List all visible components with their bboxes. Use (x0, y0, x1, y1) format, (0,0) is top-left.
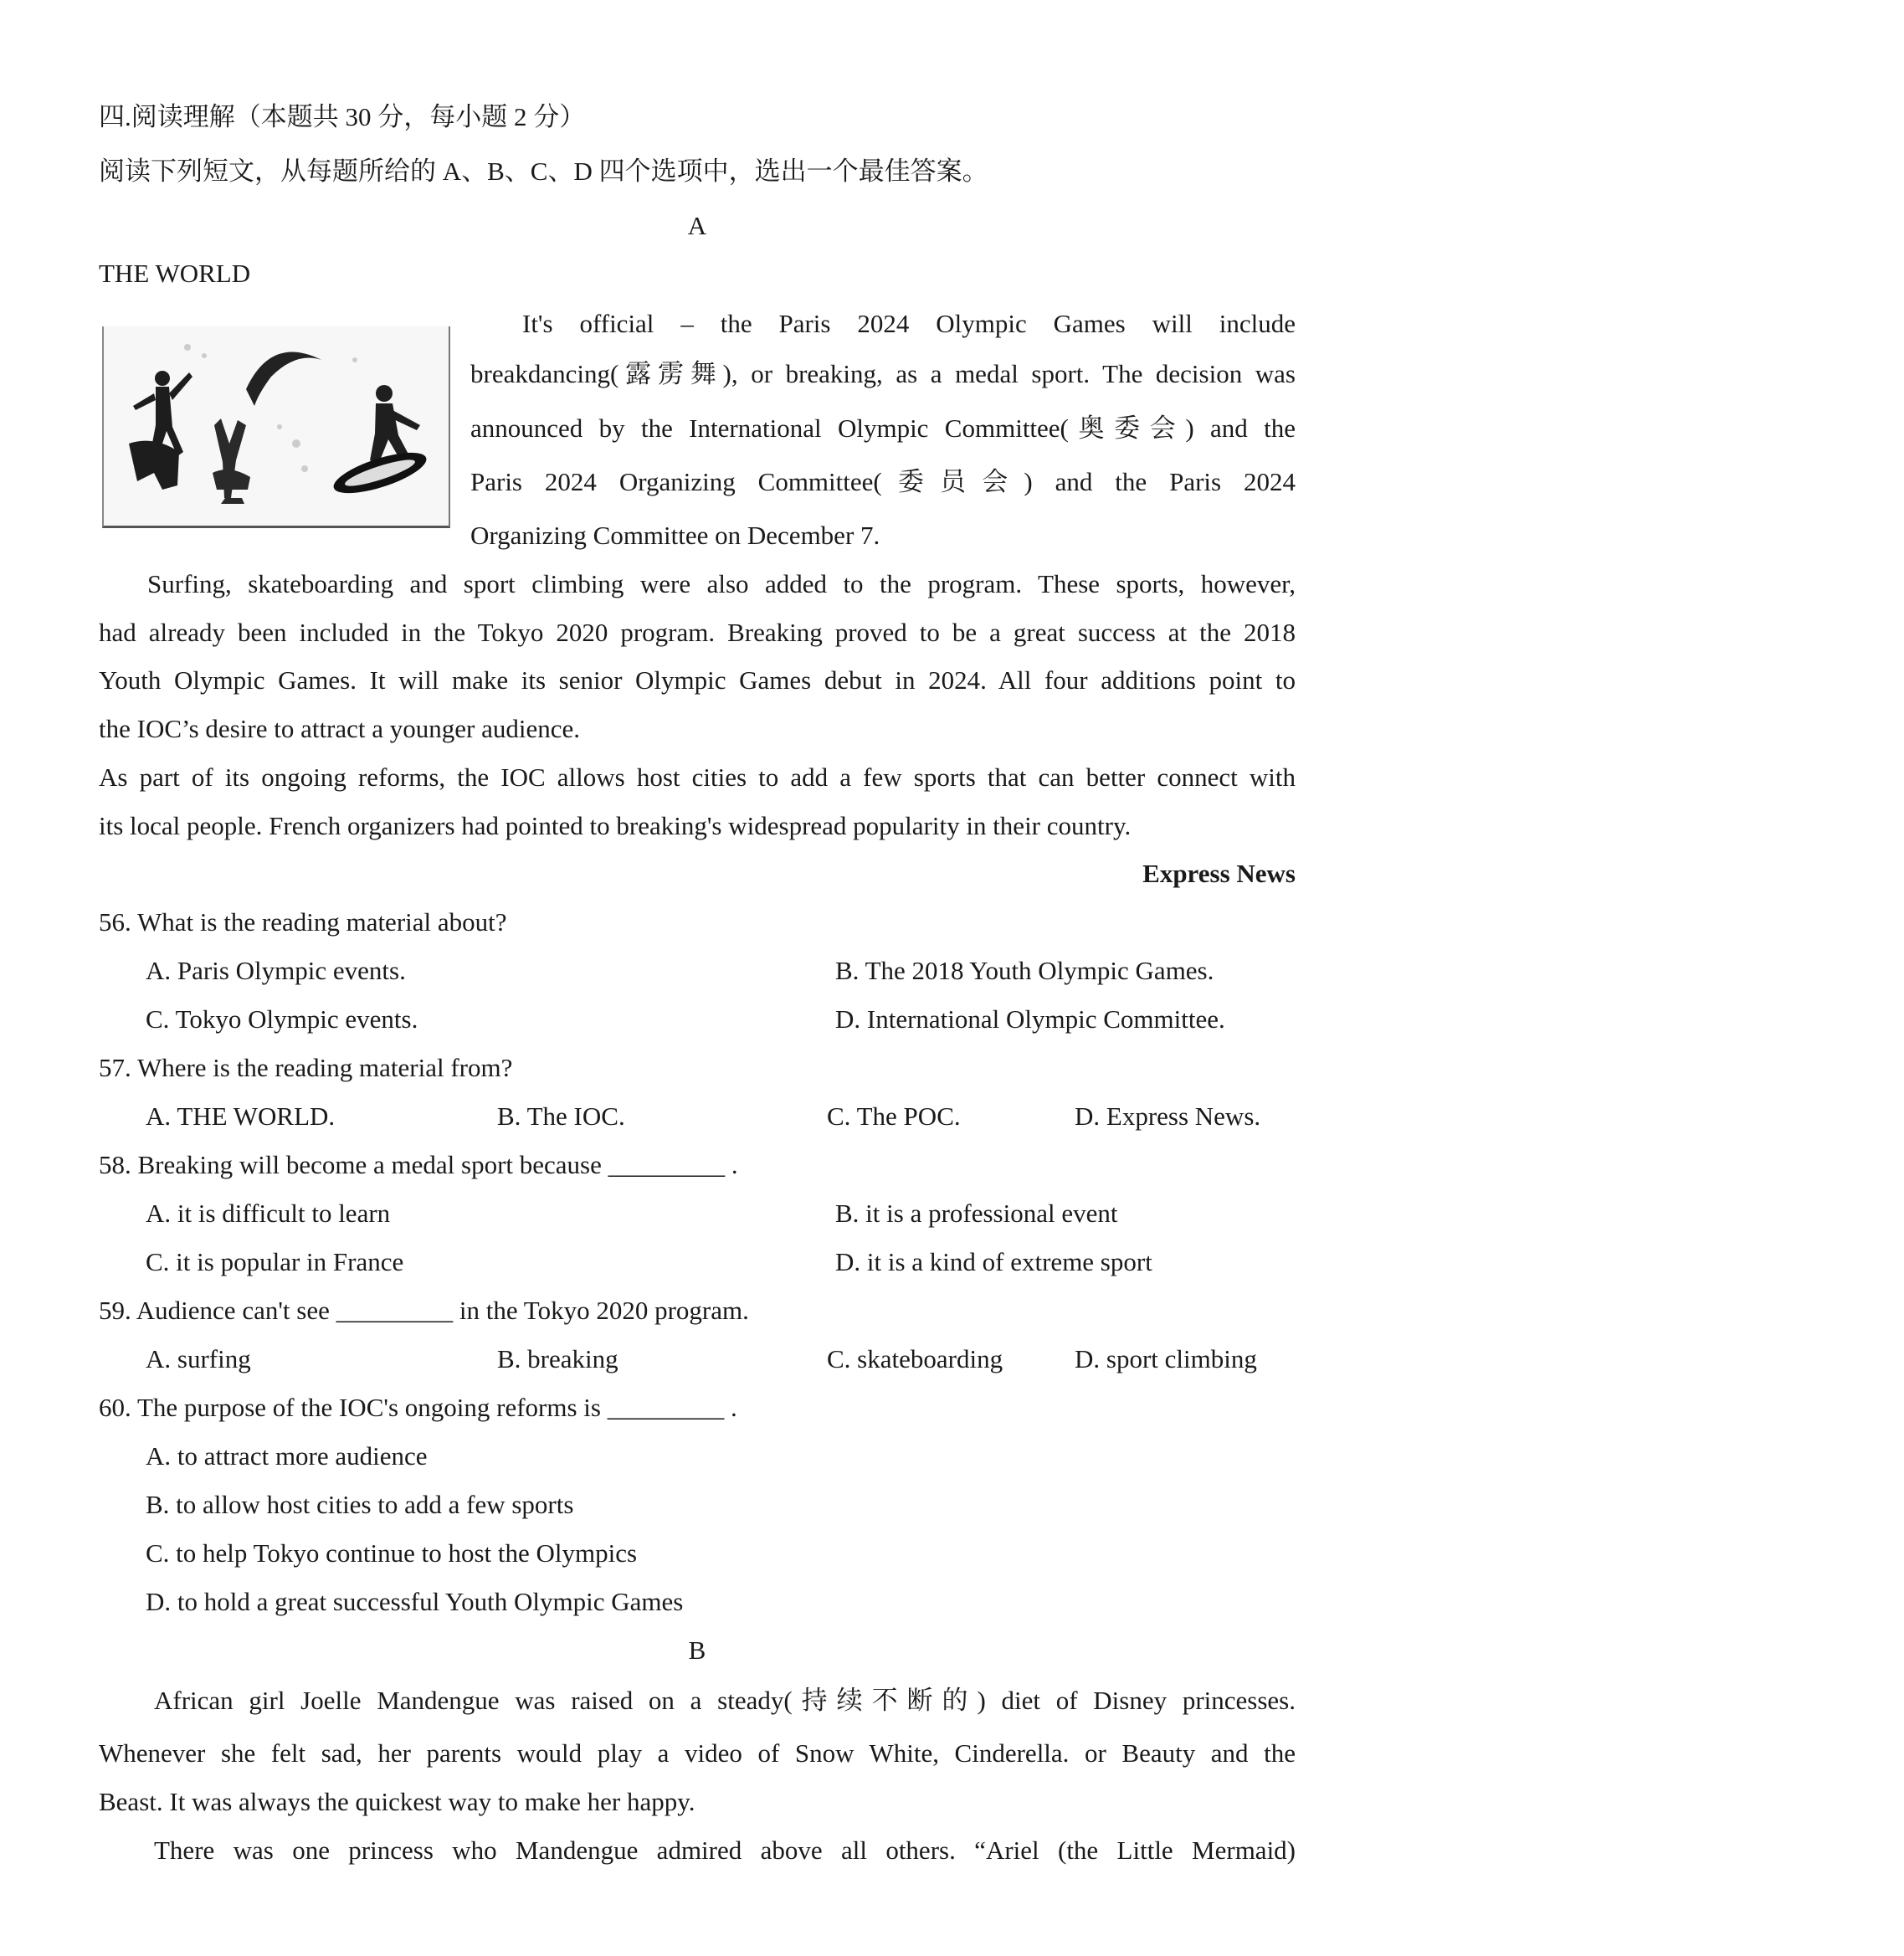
passage-b-para2-line1: There was one princess who Mandengue admired above all others. “Ariel (the Little Mermaid) (154, 1835, 1296, 1865)
passage-b-para1-line3: Beast. It was always the quickest way to make her happy. (99, 1787, 695, 1816)
question-58-option-d[interactable]: D. it is a kind of extreme sport (835, 1247, 1152, 1276)
question-60-option-a[interactable]: A. to attract more audience (146, 1441, 428, 1471)
passage-a-para1-line5: Organizing Committee on December 7. (470, 521, 880, 550)
passage-a-para3-line2: its local people. French organizers had pointed to breaking's widespread popularity in their country. (99, 811, 1132, 840)
passage-a-para1-line1: It's official – the Paris 2024 Olympic Games will include (522, 309, 1296, 338)
question-60-stem: 60. The purpose of the IOC's ongoing reforms is _________ . (99, 1393, 737, 1422)
passage-a-para2-line4: the IOC’s desire to attract a younger audience. (99, 714, 580, 743)
question-57-option-b[interactable]: B. The IOC. (497, 1101, 625, 1131)
question-59-option-b[interactable]: B. breaking (497, 1344, 618, 1373)
question-59-option-d[interactable]: D. sport climbing (1075, 1344, 1257, 1373)
passage-a-para2-line2: had already been included in the Tokyo 2020 program. Breaking proved to be a great success at the 2018 (99, 618, 1296, 647)
question-57-stem: 57. Where is the reading material from? (99, 1053, 513, 1082)
passage-a-label: A (687, 211, 707, 240)
question-56-stem: 56. What is the reading material about? (99, 907, 507, 937)
passage-a-para2-line1: Surfing, skateboarding and sport climbing were also added to the program. These sports, however, (147, 569, 1296, 598)
question-59-option-c[interactable]: C. skateboarding (827, 1344, 1003, 1373)
question-59-option-a[interactable]: A. surfing (146, 1344, 251, 1373)
question-60-option-d[interactable]: D. to hold a great successful Youth Olympic Games (146, 1587, 684, 1616)
question-56-option-b[interactable]: B. The 2018 Youth Olympic Games. (835, 956, 1214, 985)
question-56-option-d[interactable]: D. International Olympic Committee. (835, 1004, 1225, 1034)
question-58-stem: 58. Breaking will become a medal sport because _________ . (99, 1150, 738, 1179)
passage-a-source-heading: THE WORLD (99, 259, 251, 288)
question-58-option-a[interactable]: A. it is difficult to learn (146, 1199, 391, 1228)
question-60-option-c[interactable]: C. to help Tokyo continue to host the Olympics (146, 1538, 638, 1568)
passage-b-label: B (688, 1635, 706, 1665)
question-58-option-c[interactable]: C. it is popular in France (146, 1247, 404, 1276)
question-57-option-c[interactable]: C. The POC. (827, 1101, 961, 1131)
question-59-stem: 59. Audience can't see _________ in the Tokyo 2020 program. (99, 1296, 749, 1325)
passage-b-para1-line2: Whenever she felt sad, her parents would play a video of Snow White, Cinderella. or Beauty and the (99, 1738, 1296, 1768)
question-58-option-b[interactable]: B. it is a professional event (835, 1199, 1118, 1228)
question-57-option-a[interactable]: A. THE WORLD. (146, 1101, 336, 1131)
passage-a-para1-line2: breakdancing(露雳舞), or breaking, as a medal sport. The decision was (470, 359, 1296, 388)
instruction-text: 阅读下列短文，从每题所给的 A、B、C、D 四个选项中，选出一个最佳答案。 (99, 157, 988, 186)
passage-b-para1-line1: African girl Joelle Mandengue was raised on a steady(持续不断的) diet of Disney princesses. (154, 1686, 1296, 1715)
passage-a-credit: Express News (1142, 859, 1296, 888)
question-56-option-c[interactable]: C. Tokyo Olympic events. (146, 1004, 418, 1034)
question-56-option-a[interactable]: A. Paris Olympic events. (146, 956, 406, 985)
passage-a-para3-line1: As part of its ongoing reforms, the IOC allows host cities to add a few sports that can better connect with (99, 762, 1296, 792)
passage-a-para1-line4: Paris 2024 Organizing Committee(委员会) and the Paris 2024 (470, 467, 1296, 496)
breakdance-illustration (102, 326, 450, 528)
section-title: 四.阅读理解（本题共 30 分，每小题 2 分） (99, 102, 586, 131)
question-57-option-d[interactable]: D. Express News. (1075, 1101, 1261, 1131)
passage-a-para1-line3: announced by the International Olympic Committee(奥委会) and the (470, 413, 1296, 443)
question-60-option-b[interactable]: B. to allow host cities to add a few sports (146, 1490, 574, 1519)
passage-a-para2-line3: Youth Olympic Games. It will make its senior Olympic Games debut in 2024. All four additions point to (99, 665, 1296, 695)
